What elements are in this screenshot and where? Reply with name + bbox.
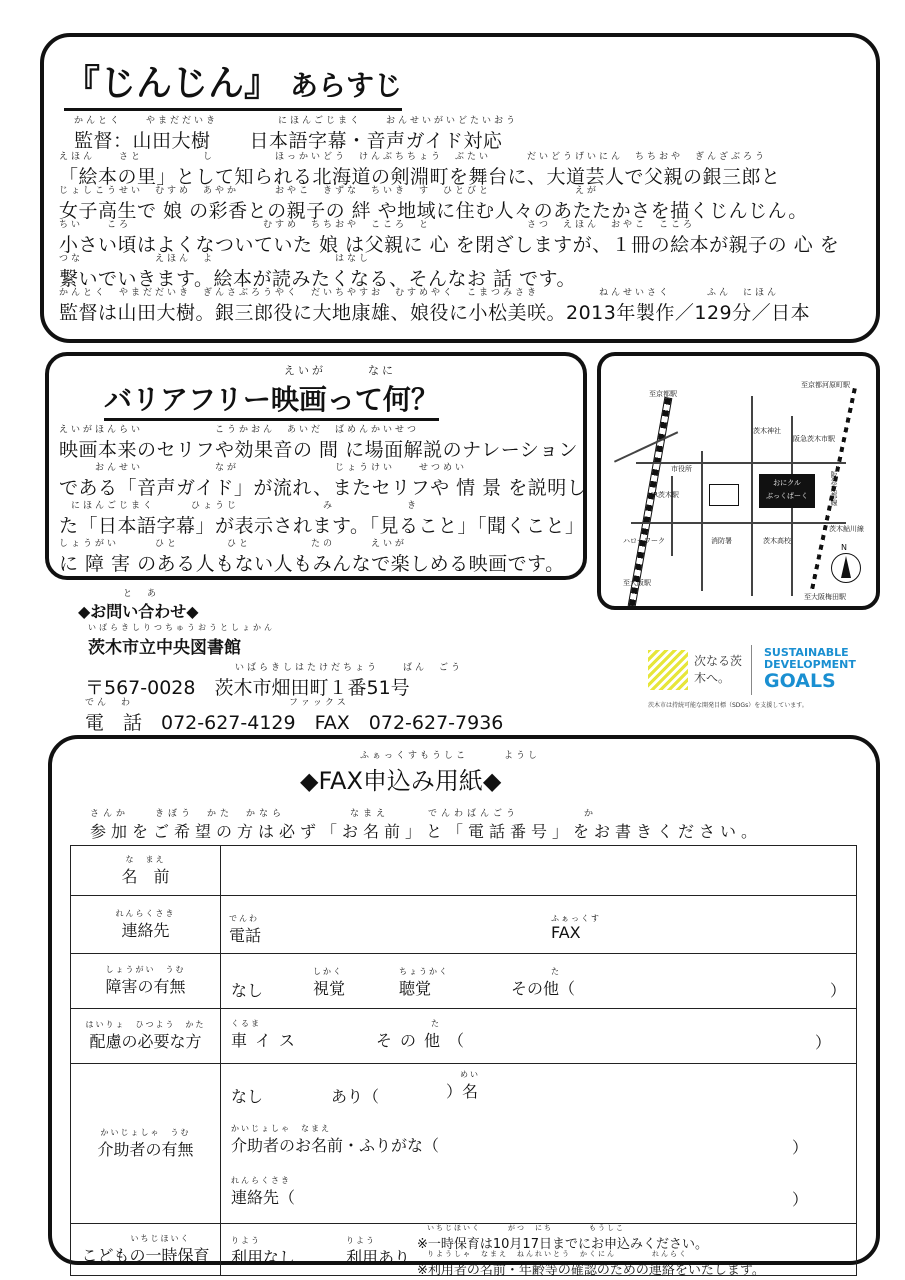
close-paren: ） xyxy=(814,1033,831,1052)
map-label: 茨木神社 xyxy=(753,427,781,435)
sdgs-logo: 次なる茨木へ。 SUSTAINABLE DEVELOPMENT GOALS xyxy=(648,645,858,695)
contact-address: いばらきしはたけだちょう ばん ごう 〒567-0028 茨木市畑田町１番51号 xyxy=(85,663,464,699)
close-paren: ） xyxy=(791,1138,808,1157)
care-label: はいりょ ひつよう かた 配慮の必要な方 xyxy=(71,1009,221,1064)
care-wheelchair-option[interactable]: 車イス xyxy=(231,1031,303,1050)
library-building xyxy=(709,484,739,506)
barrier-free-line-4: しょうがい ひと ひと たの えいが に 障 害 のある人もない人もみんなで楽しめる映画です。 xyxy=(59,539,565,575)
synopsis-line-2: えほん さと し ほっかいどう けんぶちちょう ぶたい だいどうげいにん ちちおや ぎんざぶろう 「絵本の里」として知られる北海道の剣淵町を舞台に、大道芸人で父親の銀三郎と xyxy=(59,152,781,188)
map-label: 阪急京都線 xyxy=(830,471,838,506)
map-label: JR茨木駅 xyxy=(651,491,679,499)
form-row-name xyxy=(71,846,857,896)
form-row-care xyxy=(71,1009,857,1064)
road-v4 xyxy=(671,476,673,556)
helper-label: かいじょしゃ うむ 介助者の有無 xyxy=(71,1064,221,1224)
sdgs-caption: 茨木市は持続可能な開発目標（SDGs）を支援しています。 xyxy=(648,702,808,709)
map-label: 至京都河原町駅 xyxy=(801,381,850,389)
childcare-label: いちじほいく こどもの一時保育 xyxy=(71,1224,221,1276)
close-paren: ） xyxy=(829,981,846,1000)
tel-field-label: 電話 xyxy=(229,926,262,945)
helper-count-field[interactable]: ）名 xyxy=(446,1082,479,1101)
map-label: 茨木鮎川線 xyxy=(829,525,864,533)
sdgs-divider xyxy=(751,645,752,695)
synopsis-box xyxy=(40,33,880,343)
contact-label: れんらくさき 連絡先 xyxy=(71,896,221,954)
synopsis-line-6: かんとく やまだだいき ぎんさぶろうやく だいちやすお むすめやく こまつみさき ねんせいさく ふん にほん 監督は山田大樹。銀三郎役に大地康雄、娘役に小松美咲。2013年製作／129分／日本 xyxy=(59,288,811,324)
map-label: 阪急茨木市駅 xyxy=(793,435,835,443)
contact-org: いばらきしりつちゅうおうとしょかん 茨木市立中央図書館 xyxy=(88,623,275,658)
disability-none-option[interactable]: なし xyxy=(231,981,264,1000)
helper-field[interactable]: なし あり（ めい ）名 かいじょしゃ なまえ 介助者のお名前・ふりがな（ ） れんらくさき 連絡先（ ） xyxy=(221,1064,857,1224)
fax-field-label: FAX xyxy=(551,923,581,942)
name-field[interactable] xyxy=(221,846,857,896)
map-label: 至大阪駅 xyxy=(623,579,651,587)
childcare-note-contact: ※利用者の名前・年齢等の確認のための連絡をいたします。 xyxy=(417,1263,765,1278)
application-form-table xyxy=(70,845,857,1276)
helper-name-field[interactable]: 介助者のお名前・ふりがな（ xyxy=(231,1136,440,1155)
contact-field[interactable]: でんわ 電話 ふぁっくす FAX xyxy=(221,896,857,954)
map-label: ハローワーク xyxy=(623,537,665,545)
contact-heading: と あ ◆お問い合わせ◆ xyxy=(78,589,199,621)
road-h2 xyxy=(631,522,846,524)
form-row-contact xyxy=(71,896,857,954)
helper-contact-field[interactable]: 連絡先（ xyxy=(231,1188,296,1207)
barrier-free-line-3: にほんごじまく ひょうじ み き た「日本語字幕」が表示されます。「見ること」「聞くこと」 xyxy=(59,501,585,537)
disability-label: しょうがい うむ 障害の有無 xyxy=(71,954,221,1009)
barrier-free-line-1: えいがほんらい こうかおん あいだ ばめんかいせつ 映画本来のセリフや効果音の 間 に場面解説のナレーション xyxy=(59,425,578,461)
map-label: 至大阪梅田駅 xyxy=(804,593,846,601)
childcare-none-option[interactable]: 利用なし xyxy=(231,1248,296,1267)
map-label: 市役所 xyxy=(671,465,692,473)
fax-form-intro: さんか きぼう かた かなら なまえ でんわばんごう か 参加をご希望の方は必ず「お名前」と「電話番号」をお書きください。 xyxy=(90,809,763,841)
close-paren: ） xyxy=(791,1190,808,1209)
care-field[interactable]: くるま 車イス た その他（ ） xyxy=(221,1009,857,1064)
form-row-helper xyxy=(71,1064,857,1224)
sdgs-stripe-icon xyxy=(648,650,688,690)
barrier-free-box xyxy=(45,352,587,580)
contact-phone: でん わ ファックス 電 話 072-627-4129 FAX 072-627-7936 xyxy=(85,698,504,734)
road-h3 xyxy=(614,431,678,462)
care-other-option[interactable]: その他（ xyxy=(376,1031,473,1050)
childcare-note-deadline: ※一時保育は10月17日までにお申込みください。 xyxy=(417,1237,708,1252)
disability-sight-option[interactable]: 視覚 xyxy=(313,979,346,998)
synopsis-line-3: じょしこうせい むすめ あやか おやこ きずな ちいき す ひとびと えが 女子高生で 娘 の彩香との親子の 絆 や地域に住む人々のあたたかさを描くじんじん。 xyxy=(59,186,808,222)
form-row-childcare xyxy=(71,1224,857,1276)
barrier-free-line-2: おんせい なが じょうけい せつめい である「音声ガイド」が流れ、またセリフや 情 景 を説明し xyxy=(59,463,587,499)
synopsis-line-1: かんとく やまだだいき にほんごじまく おんせいがいどたいおう 監督：山田大樹 日本語字幕・音声ガイド対応 xyxy=(74,116,519,152)
helper-none-option[interactable]: なし xyxy=(231,1087,264,1106)
map-box xyxy=(597,352,880,610)
synopsis-line-4: ちい ころ むすめ ちちおや こころ と さつ えほん おやこ こころ 小さい頃はよくなついていた 娘 は父親に 心 を閉ざしますが、１冊の絵本が親子の 心 を xyxy=(59,220,840,256)
childcare-field[interactable]: りよう 利用なし りよう 利用あり いちじほいく がつ にち もうしこ ※一時保育は10月17日までにお申込みください。 りようしゃ なまえ ねんれいとう かくにん れんらく ※利用者の名前・年齢等の確認のための連絡をいたします。 xyxy=(221,1224,857,1276)
map-label: 至京都駅 xyxy=(649,390,677,398)
jr-rail-line xyxy=(628,397,673,607)
disability-field[interactable]: なし しかく 視覚 ちょうかく 聴覚 た その他（ ） xyxy=(221,954,857,1009)
road-h1 xyxy=(636,462,846,464)
name-label: な まえ 名 前 xyxy=(71,846,221,896)
onikuru-label-box: おにクル ぶっくぱーく xyxy=(759,474,815,508)
map-label: 茨木高校 xyxy=(763,537,791,545)
helper-yes-option[interactable]: あり（ xyxy=(331,1087,380,1106)
synopsis-line-5: つな えほん よ はなし 繋いでいきます。絵本が読みたくなる、そんなお 話 です。 xyxy=(59,254,577,290)
disability-hearing-option[interactable]: 聴覚 xyxy=(399,979,432,998)
map-label: 消防署 xyxy=(711,537,732,545)
disability-other-option[interactable]: その他（ xyxy=(511,979,576,998)
barrier-free-title: えいが なに バリアフリー映画って何？ xyxy=(104,362,439,421)
road-v1 xyxy=(701,451,703,591)
childcare-yes-option[interactable]: 利用あり xyxy=(346,1248,411,1267)
north-arrow-icon: N xyxy=(831,553,861,583)
synopsis-title: 『じんじん』 あらすじ xyxy=(64,55,402,111)
form-row-disability xyxy=(71,954,857,1009)
fax-form-title: ふぁっくすもうしこ ようし ◆FAX申込み用紙◆ xyxy=(300,751,541,795)
